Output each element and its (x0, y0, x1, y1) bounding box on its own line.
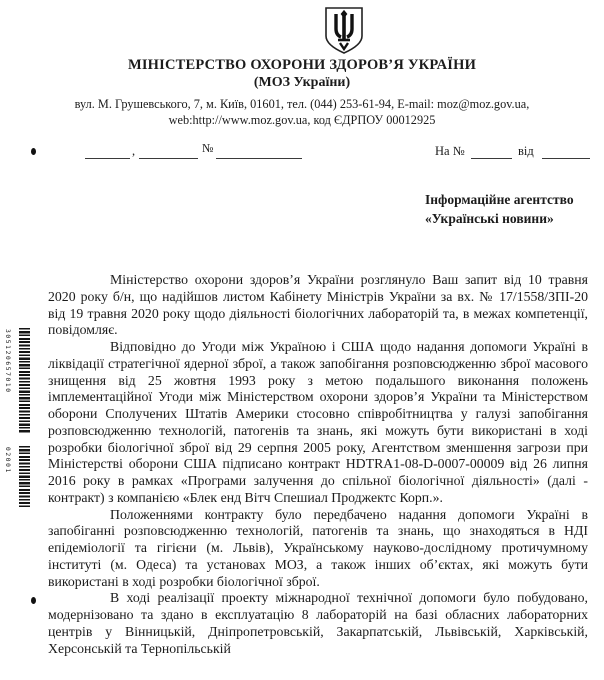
barcode-digits-upper: 305120657010 (4, 329, 11, 394)
ministry-address-line1: вул. М. Грушевського, 7, м. Київ, 01601, тел. (044) 253-61-94, E-mail: moz@moz.gov.ua, (74, 97, 530, 111)
scan-ink-dot (31, 148, 36, 155)
date-blank-line-2 (139, 146, 198, 159)
incoming-number-label: На № (435, 144, 465, 158)
letter-body (48, 272, 588, 657)
ministry-address-line2: web:http://www.moz.gov.ua, код ЄДРПОУ 00012925 (168, 113, 436, 127)
recipient-name-line1: Інформаційне агентство (425, 192, 574, 207)
body-paragraph-3: Положеннями контракту було передбачено надання допомоги Україні в запобіганні розповсюдженню технологій, патогенів та знань, що знаходяться в НДІ епідеміології та гігієни (м. Львів), Українському науково-дослідному протичумному інституті (м. Одеса) та установах МОЗ, а також інших об’єктах, які можуть бути використані в ході розробки біологічної зброї. (48, 506, 588, 589)
reference-line (0, 141, 604, 162)
body-paragraph-4: В ході реалізації проекту міжнародної технічної допомоги було побудовано, модернізовано та здано в експлуатацію 8 лабораторій на базі обласних лабораторних центрів у Вінницькій, Дніпропетровській, Закарпатській, Львівській, Харківській, Херсонській та Тернопільській (48, 590, 588, 656)
registration-barcode-lower (19, 446, 30, 508)
body-paragraph-2: Відповідно до Угоди між Україною і США щодо надання допомоги Україні в ліквідації стратегічної ядерної зброї, а також запобігання розповсюдженню зброї масового знищення від 25 жовтня 1993 року з метою подальшого виконання положень імплементаційної Угоди між Міністерством охорони здоров’я України та Міністерством оборони Сполучених Штатів Америки стосовно співробітництва у галузі запобігання розповсюдженню технологій, патогенів та знань, які можуть бути використані в ході розробки біологічної зброї від 29 серпня 2005 року, Агентством зменшення загрози при Міністерстві оборони США підписано контракт HDTRA1-08-D-0007-00009 від 26 липня 2016 року в рамках «Програми залучення до спільної біологічної діяльності» (далі - контракт) з компанією «Блек енд Вітч Спешиал Проджектс Корп.». (48, 339, 588, 505)
incoming-number-blank-line (471, 146, 512, 159)
incoming-date-blank-line (542, 146, 590, 159)
outgoing-number-sign: № (202, 141, 214, 155)
ministry-title: МІНІСТЕРСТВО ОХОРОНИ ЗДОРОВ’Я УКРАЇНИ (127, 57, 477, 73)
registration-barcode-upper (19, 328, 30, 433)
scan-ink-dot (31, 597, 36, 604)
ministry-subtitle: (МОЗ України) (253, 75, 351, 90)
outgoing-number-blank-line (216, 146, 302, 159)
reference-comma: , (132, 144, 136, 158)
ukraine-trident-icon (322, 6, 366, 56)
recipient-name-line2: «Українські новини» (425, 210, 554, 226)
barcode-digits-lower: 02001 (4, 447, 11, 474)
incoming-date-label: від (518, 144, 534, 158)
body-paragraph-1: Міністерство охорони здоров’я України розглянуло Ваш запит від 10 травня 2020 року б/н, що надійшов листом Кабінету Міністрів України за вх. № 17/1558/ЗПІ-20 від 19 травня 2020 року щодо діяльності біологічних лабораторій та, в межах компетенції, повідомляє. (48, 272, 588, 338)
date-blank-line (85, 146, 130, 159)
recipient-block (425, 191, 574, 228)
